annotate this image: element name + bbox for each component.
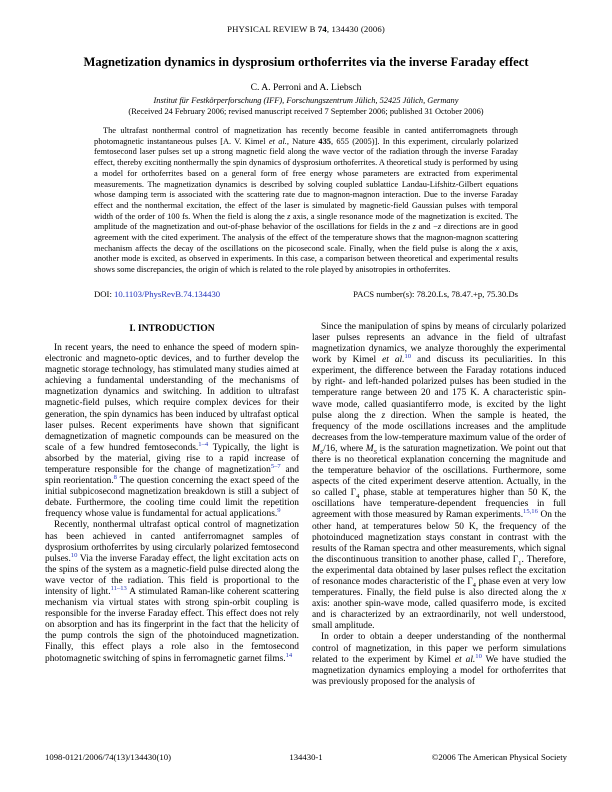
received-dates: (Received 24 February 2006; revised manuscript received 7 September 2006; published 31 October 2006) [128,107,484,116]
affiliation: Institut für Festkörperforschung (IFF), Forschungszentrum Jülich, 52425 Jülich, Germany [153,96,459,105]
body-paragraph: In order to obtain a deeper understanding of the nonthermal control of magnetization, in this paper we perform simulations related to the experiment by Kimel et al.$^{10}$ We have studied the magnetization dynamics employing a model for orthoferrites that was previously proposed for the analysis of [312,632,566,687]
left-column [45,322,299,688]
body-paragraph: In recent years, the need to enhance the speed of modern spin-electronic and magneto-optic devices, and to further develop the magnetic storage technology, has stimulated many studies aimed at achieving a fundamental understanding of the mechanisms of magnetization dynamics and switching. In addition to ultrafast magnetic-field pulses, which require complex devices for their generation, the spin dynamics has been induced by ultrafast optical laser pulses. Recent experiments have shown that significant demagnetization of magnetic compounds can be measured on the scale of a few hundred femtoseconds.$^{1-4}$ Typically, the light is absorbed by the material, giving rise to a rapid increase of temperature responsible for the change of magnetization$^{5-7}$ and spin reorientation.$^8$ The question concerning the exact speed of the initial subpicosecond magnetization breakdown is still a subject of debate. Furthermore, the cooling time could limit the repetition frequency whose value is fundamental for actual applications.$^9$ [45,342,299,520]
abstract: The ultrafast nonthermal control of magnetization has recently become feasible in canted antiferromagnets through photomagnetic instantaneous pulses [A. V. Kimel et al., Nature 435, 655 (2005)]. In this experiment, circularly polarized femtosecond laser pulses set up a strong magnetic field along the wave vector of the radiation through the inverse Faraday effect, thereby exciting nonthermally the spin dynamics of dysprosium orthoferrites. A theoretical study is performed by using a model for orthoferrites based on a general form of free energy whose parameters are extracted from experimental measurements. The magnetization dynamics is described by solving coupled sublattice Landau-Lifshitz-Gilbert equations whose damping term is associated with the scattering rate due to magnon-magnon interaction. Due to the inverse Faraday effect and the nonthermal excitation, the effect of the laser is simulated by magnetic-field Gaussian pulses with temporal width of the order of 100 fs. When the field is along the z axis, a single resonance mode of the magnetization is excited. The amplitude of the magnetization and out-of-phase behavior of the oscillations for fields in the z and −z directions are in good agreement with the cited experiment. The analysis of the effect of the temperature shows that the magnon-magnon scattering mechanism affects the decay of the oscillations on the picosecond scale. Finally, when the field pulse is along the x axis, another mode is excited, as observed in experiments. In this case, a comparison between theoretical and experimental results shows some discrepancies, the origin of which is related to the role played by anisotropies in orthoferrites. [94,126,519,275]
paper-title: Magnetization dynamics in dysprosium orthoferrites via the inverse Faraday effect [83,55,529,69]
doi-link[interactable]: 10.1103/PhysRevB.74.134430 [114,288,221,299]
doi-pacs-row [94,289,518,299]
running-head: PHYSICAL REVIEW B 74, 134430 (2006) [227,24,385,34]
two-column-body [45,322,567,688]
right-column [312,322,566,688]
doi-label: DOI: [94,288,112,299]
doi-line [94,289,220,299]
body-paragraph: Since the manipulation of spins by means of circularly polarized laser pulses represents an advance in the field of ultrafast magnetization dynamics, we analyze thoroughly the experimental work by Kimel et al.$^{10}$ and discuss its peculiarities. In this experiment, the difference between the Faraday rotations induced by right- and left-handed polarized pulses has been studied in the temperature range between 20 and 175 K. A characteristic spin-wave mode, called quasiantiferro mode, is excited by the light pulse along the z direction. When the sample is heated, the frequency of the mode oscillations increases and the amplitude decreases from the low-temperature maximum value of the order of $M_S/16$, where $M_S$ is the saturation magnetization. We point out that there is no theoretical explanation concerning the magnitude and the temperature behavior of the oscillations. Furthermore, some aspects of the cited experiment deserve attention. Actually, in the so called $\Gamma_4$ phase, stable at temperatures higher than 50 K, the oscillations have temperature-dependent frequencies in full agreement with those measured by Raman experiments.$^{15,16}$ On the other hand, at temperatures below 50 K, the frequency of the photoinduced magnetization stays constant in contrast with the results of the Raman spectra and other measurements, which signal the discontinuous transition to another phase, called $\Gamma_1$. Therefore, the experimental data obtained by laser pulses reflect the excitation of resonance modes characteristic of the $\Gamma_4$ phase even at very low temperatures. Finally, the field pulse is also directed along the x axis: another spin-wave mode, called quasiferro mode, is excited and is characterized by an extraordinarily, not well understood, small amplitude. [312,321,567,632]
copyright-notice: ©2006 The American Physical Society [431,752,567,762]
page-footer [45,752,567,762]
page-number: 134430-1 [289,752,323,762]
issn-identifier: 1098-0121/2006/74(13)/134430(10) [45,752,171,762]
body-paragraph: Recently, nonthermal ultrafast optical control of magnetization has been achieved in canted antiferromagnet samples of dysprosium orthoferrites by using circularly polarized femtosecond pulses.$^{10}$ Via the inverse Faraday effect, the light excitation acts on the spins of the system as a magnetic-field pulse directed along the wave vector of the radiation. This field is proportional to the intensity of light.$^{11-13}$ A stimulated Raman-like coherent scattering mechanism via virtual states with strong spin-orbit coupling is responsible for the inverse Faraday effect. This effect does not rely on absorption and has its fingerprint in the fact that the helicity of the pump controls the sign of the photoinduced magnetization. Finally, this effect plays a role also in the femtosecond photomagnetic switching of spins in ferromagnetic garnet films.$^{14}$ [45,520,299,664]
pacs-numbers: PACS number(s): 78.20.Ls, 78.47.+p, 75.30.Ds [353,288,518,299]
section-heading-introduction: I. INTRODUCTION [129,322,215,334]
author-list: C. A. Perroni and A. Liebsch [250,82,362,93]
